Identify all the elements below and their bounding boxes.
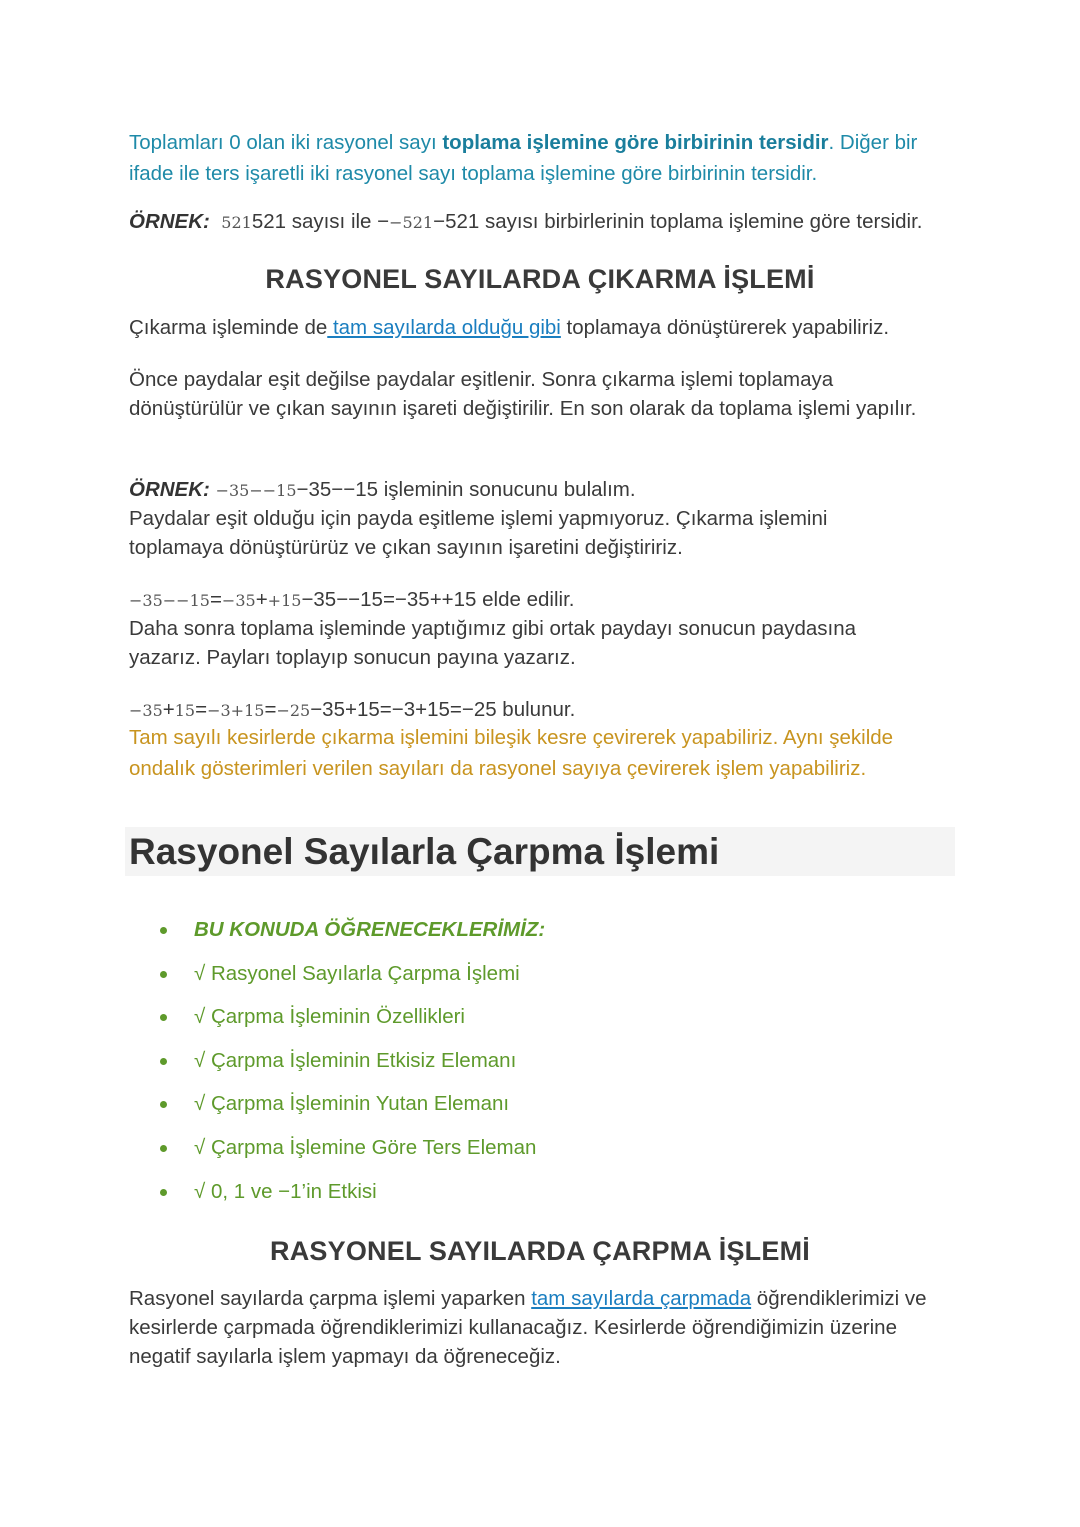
math-fraction: 521: [221, 213, 252, 232]
multiplication-heading: RASYONEL SAYILARDA ÇARPMA İŞLEMİ: [270, 1236, 810, 1266]
math-fraction: −521: [389, 213, 434, 232]
subtraction-intro: [129, 313, 951, 342]
example-1-text-b: −521 sayısı birbirlerinin toplama işlemine göre tersidir.: [433, 210, 923, 233]
list-item-label: √ Rasyonel Sayılarla Çarpma İşlemi: [194, 961, 520, 985]
equation-1: [129, 585, 951, 615]
intro-paragraph: [129, 128, 951, 189]
list-item: [160, 915, 545, 959]
math-expression: −35−−15: [129, 591, 210, 610]
plus-sign: +: [162, 698, 175, 721]
math-expression: 15: [174, 701, 196, 720]
bullet-icon: [160, 971, 167, 978]
bullet-icon: [160, 1058, 167, 1065]
bullet-icon: [160, 927, 167, 934]
subtraction-intro-text-a: Çıkarma işleminde de: [129, 316, 328, 339]
list-item-label: √ Çarpma İşleminin Etkisiz Elemanı: [194, 1048, 517, 1072]
mixed-numbers-note: Tam sayılı kesirlerde çıkarma işlemini bileşik kesre çevirerek yapabiliriz. Aynı şekilde ondalık gösterimleri verilen sayıları da rasyonel sayıya çevirerek işlem yapabiliriz.: [129, 726, 894, 780]
multiplication-intro-text-b: öğrendiklerimizi ve kesirlerde çarpmada öğrendiklerimizi kullanacağız. Kesirlerde öğrendiğimizin üzerine negatif sayılarla işlem yapmayı da öğreneceğiz.: [129, 1287, 927, 1368]
example-label: ÖRNEK:: [129, 478, 210, 501]
list-item-label: √ Çarpma İşleminin Yutan Elemanı: [194, 1092, 510, 1116]
list-item: [160, 959, 545, 1003]
list-item-label: √ 0, 1 ve −1’in Etkisi: [194, 1179, 377, 1203]
bullet-icon: [160, 1101, 167, 1108]
math-expression: −25: [276, 701, 311, 720]
multiplication-intro-text-a: Rasyonel sayılarda çarpma işlemi yaparken: [129, 1287, 532, 1310]
equation-2-text: −35+15=−3+15=−25 bulunur.: [310, 698, 576, 721]
list-item: [160, 1046, 545, 1090]
equation-2: [129, 695, 951, 725]
example-2-text: −35−−15 işleminin sonucunu bulalım.: [296, 478, 636, 501]
multiplication-section-title: Rasyonel Sayılarla Çarpma İşlemi: [129, 831, 720, 872]
example-label: ÖRNEK:: [129, 210, 210, 233]
intro-text-a: Toplamları 0 olan iki rasyonel sayı: [129, 131, 443, 154]
math-expression: −35: [221, 591, 256, 610]
equation-1-text: −35−−15=−35++15 elde edilir.: [301, 588, 575, 611]
equals-sign: =: [264, 698, 277, 721]
math-expression: −3+15: [207, 701, 265, 720]
bullet-icon: [160, 1014, 167, 1021]
integer-addition-link[interactable]: tam sayılarda olduğu gibi: [327, 316, 561, 339]
list-item: [160, 1002, 545, 1046]
intro-text-b: . Diğer bir ifade ile ters işaretli iki rasyonel sayı toplama işlemine göre birbirinin tersidir.: [129, 131, 918, 185]
integer-multiplication-link[interactable]: tam sayılarda çarpmada: [531, 1287, 752, 1310]
bullet-icon: [160, 1189, 167, 1196]
subtraction-final-step: Daha sonra toplama işleminde yaptığımız gibi ortak paydayı sonucun paydasına yazarız. Payları toplayıp sonucun payına yazarız.: [129, 617, 857, 669]
section-title-box: [125, 827, 955, 876]
bullet-icon: [160, 1145, 167, 1152]
equals-sign: =: [195, 698, 208, 721]
math-expression: −35−−15: [215, 481, 297, 500]
list-item: [160, 1089, 545, 1133]
subtraction-steps: Önce paydalar eşit değilse paydalar eşitlenir. Sonra çıkarma işlemi toplamaya dönüştürülür ve çıkan sayının işareti değiştirilir. En son olarak da toplama işlemi yapılır.: [129, 368, 917, 420]
math-expression: −35: [129, 701, 163, 720]
list-item-label: √ Çarpma İşlemine Göre Ters Eleman: [194, 1135, 537, 1159]
learning-objectives-list: [160, 915, 545, 1220]
list-item-label: BU KONUDA ÖĞRENECEKLERİMİZ:: [194, 918, 546, 941]
list-item: [160, 1133, 545, 1177]
equals-sign: =: [209, 588, 222, 611]
subtraction-heading: RASYONEL SAYILARDA ÇIKARMA İŞLEMİ: [265, 264, 815, 294]
intro-bold: toplama işlemine göre birbirinin tersidir: [442, 131, 829, 154]
example-1-text-a: 521 sayısı ile −: [251, 210, 390, 233]
subtraction-intro-text-b: toplamaya dönüştürerek yapabiliriz.: [560, 316, 890, 339]
list-item: [160, 1177, 545, 1221]
multiplication-intro: [129, 1284, 951, 1371]
example-2: [129, 475, 951, 505]
math-expression: +15: [267, 591, 302, 610]
example-2-explanation: Paydalar eşit olduğu için payda eşitleme işlemi yapmıyoruz. Çıkarma işlemini toplamaya dönüştürürüz ve çıkan sayının işaretini değiştiririz.: [129, 507, 828, 559]
plus-sign: +: [255, 588, 268, 611]
list-item-label: √ Çarpma İşleminin Özellikleri: [194, 1005, 465, 1029]
example-1: [129, 207, 951, 237]
